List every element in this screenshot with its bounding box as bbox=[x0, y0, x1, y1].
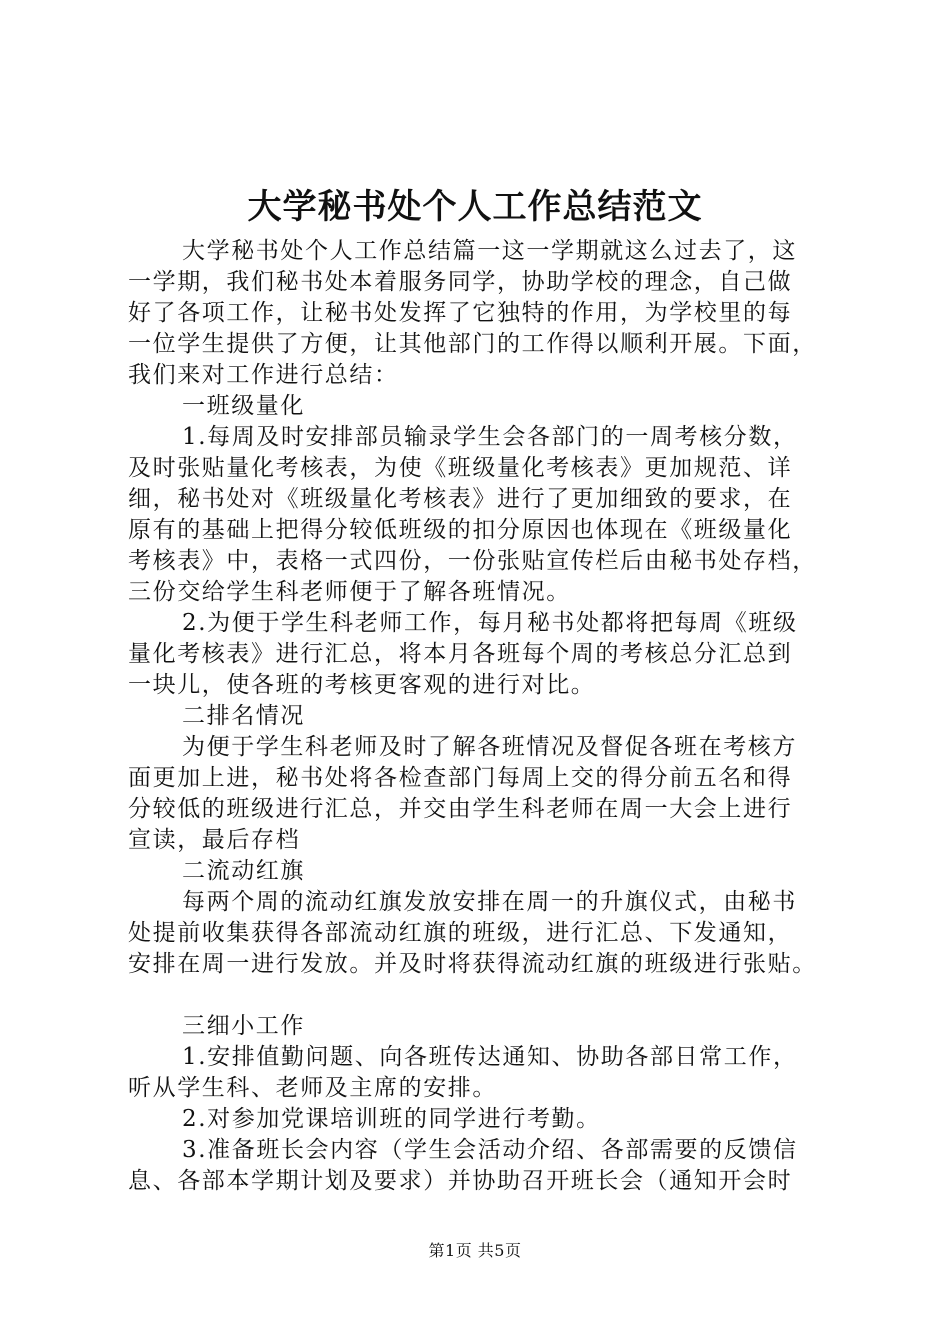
paragraph-line: 一块儿，使各班的考核更客观的进行对比。 bbox=[128, 672, 596, 698]
paragraph-line: 分较低的班级进行汇总，并交由学生科老师在周一大会上进行 bbox=[128, 796, 793, 822]
section-heading: 二流动红旗 bbox=[182, 858, 305, 884]
paragraph-line: 面更加上进，秘书处将各检查部门每周上交的得分前五名和得 bbox=[128, 765, 793, 791]
paragraph-line: 安排在周一进行发放。并及时将获得流动红旗的班级进行张贴。 bbox=[128, 951, 817, 977]
paragraph-line: 三份交给学生科老师便于了解各班情况。 bbox=[128, 579, 571, 605]
paragraph-line: 1.每周及时安排部员输录学生会各部门的一周考核分数， bbox=[182, 424, 798, 450]
document-body bbox=[128, 236, 840, 1197]
paragraph-line: 2.为便于学生科老师工作，每月秘书处都将把每周《班级 bbox=[182, 610, 798, 636]
paragraph-line: 听从学生科、老师及主席的安排。 bbox=[128, 1075, 497, 1101]
paragraph-line: 为便于学生科老师及时了解各班情况及督促各班在考核方 bbox=[182, 734, 797, 760]
paragraph-line: 原有的基础上把得分较低班级的扣分原因也体现在《班级量化 bbox=[128, 517, 793, 543]
blank-line bbox=[128, 980, 840, 1011]
paragraph-line: 一位学生提供了方便，让其他部门的工作得以顺利开展。下面， bbox=[128, 331, 817, 357]
paragraph-line: 考核表》中，表格一式四份，一份张贴宣传栏后由秘书处存档， bbox=[128, 548, 817, 574]
section-heading: 一班级量化 bbox=[182, 393, 305, 419]
section-heading: 三细小工作 bbox=[182, 1013, 305, 1039]
document-title: 大学秘书处个人工作总结范文 bbox=[247, 187, 703, 227]
paragraph-line: 息、各部本学期计划及要求）并协助召开班长会（通知开会时 bbox=[128, 1168, 793, 1194]
paragraph-line: 每两个周的流动红旗发放安排在周一的升旗仪式，由秘书 bbox=[182, 889, 797, 915]
paragraph-line: 大学秘书处个人工作总结篇一这一学期就这么过去了，这 bbox=[182, 238, 797, 264]
paragraph-line: 好了各项工作，让秘书处发挥了它独特的作用，为学校里的每 bbox=[128, 300, 793, 326]
section-heading: 二排名情况 bbox=[182, 703, 305, 729]
paragraph-line: 宣读，最后存档 bbox=[128, 827, 301, 853]
paragraph-line: 1.安排值勤问题、向各班传达通知、协助各部日常工作， bbox=[182, 1044, 798, 1070]
paragraph-line: 处提前收集获得各部流动红旗的班级，进行汇总、下发通知， bbox=[128, 920, 793, 946]
page-number: 第1页 共5页 bbox=[428, 1241, 522, 1260]
paragraph-line: 3.准备班长会内容（学生会活动介绍、各部需要的反馈信 bbox=[182, 1137, 798, 1163]
paragraph-line: 我们来对工作进行总结： bbox=[128, 362, 399, 388]
paragraph-line: 2.对参加党课培训班的同学进行考勤。 bbox=[182, 1106, 601, 1132]
paragraph-line: 及时张贴量化考核表，为使《班级量化考核表》更加规范、详 bbox=[128, 455, 793, 481]
paragraph-line: 一学期，我们秘书处本着服务同学，协助学校的理念，自己做 bbox=[128, 269, 793, 295]
paragraph-line: 细，秘书处对《班级量化考核表》进行了更加细致的要求，在 bbox=[128, 486, 793, 512]
paragraph-line: 量化考核表》进行汇总，将本月各班每个周的考核总分汇总到 bbox=[128, 641, 793, 667]
